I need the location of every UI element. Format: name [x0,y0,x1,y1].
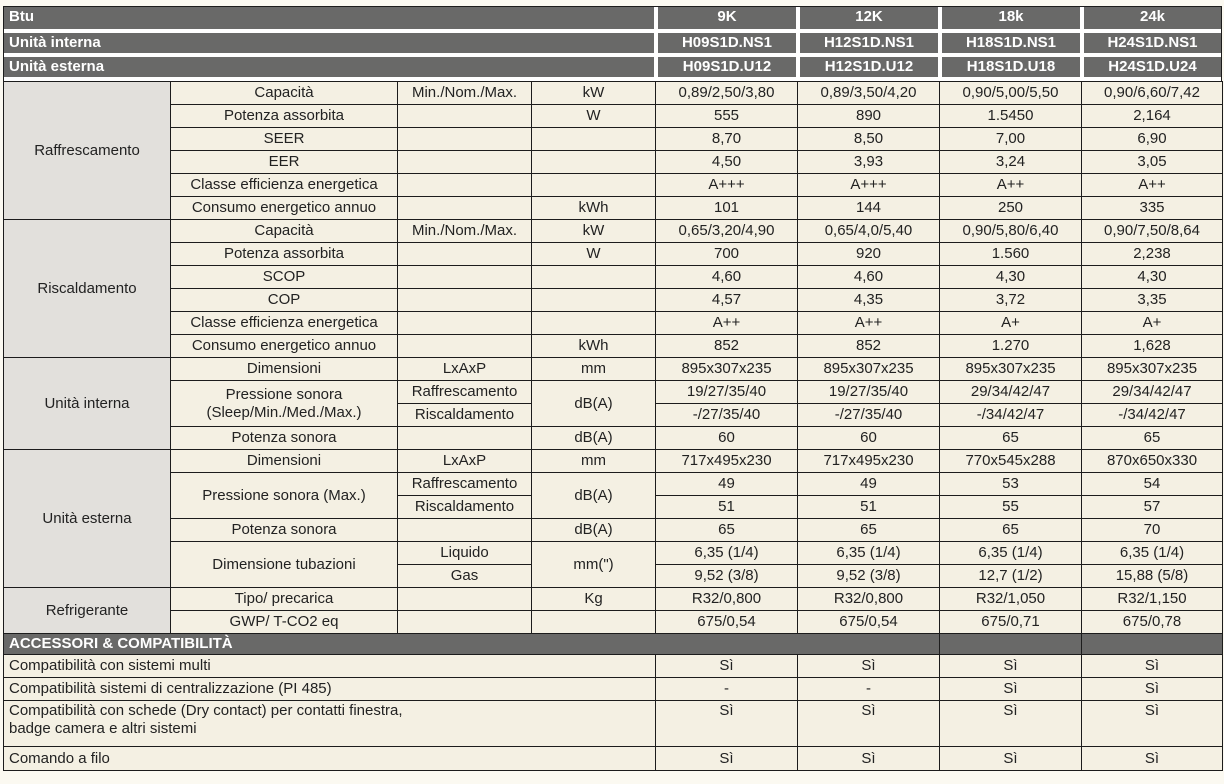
spec-cell: 675/0,71 [940,611,1082,634]
spec-cell: R32/1,050 [940,588,1082,611]
spec-cell: A++ [656,312,798,335]
spec-cell: 895x307x235 [1082,358,1223,381]
spec-cell: A+ [940,312,1082,335]
accessory-value: Sì [940,655,1082,678]
row-label: GWP/ T-CO2 eq [171,611,398,634]
spec-cell: 895x307x235 [798,358,940,381]
row-label: Classe efficienza energetica [171,312,398,335]
unit-cell: dB(A) [532,473,656,519]
row-label: Dimensioni [171,358,398,381]
accessory-label: Comando a filo [4,747,656,771]
spec-cell: 55 [940,496,1082,519]
spec-cell: 335 [1082,197,1223,220]
spec-cell: 895x307x235 [940,358,1082,381]
spec-cell: 3,72 [940,289,1082,312]
spec-cell: 101 [656,197,798,220]
spec-cell: 852 [656,335,798,358]
spec-cell: 555 [656,105,798,128]
accessory-value: Sì [656,747,798,771]
spec-cell: 65 [1082,427,1223,450]
empty-cell [532,266,656,289]
row-label: Potenza sonora [171,427,398,450]
row-label-line: Pressione sonora [225,385,343,403]
spec-cell: 0,90/5,00/5,50 [940,82,1082,105]
accessory-value: Sì [656,701,798,747]
accessory-value: Sì [1082,678,1223,701]
empty-cell [398,266,532,289]
spec-cell: 2,164 [1082,105,1223,128]
accessories-band-cell [1082,634,1223,655]
spec-cell: -/27/35/40 [656,404,798,427]
accessories-band-title: ACCESSORI & COMPATIBILITÀ [4,634,940,655]
spec-cell: 675/0,54 [798,611,940,634]
row-label: Potenza assorbita [171,105,398,128]
spec-cell: 1,628 [1082,335,1223,358]
spec-cell: 1.5450 [940,105,1082,128]
sub-cell: Riscaldamento [398,496,532,519]
row-label: Dimensioni [171,450,398,473]
spec-cell: 3,24 [940,151,1082,174]
section-label-outdoor-unit: Unità esterna [4,450,171,588]
outdoor-unit-header: Unità esterna [4,55,656,79]
model-header-grid [3,6,1222,81]
sub-cell: Min./Nom./Max. [398,220,532,243]
section-label-heating: Riscaldamento [4,220,171,358]
spec-cell: 870x650x330 [1082,450,1223,473]
spec-cell: 49 [656,473,798,496]
accessory-label: Compatibilità con sistemi multi [4,655,656,678]
unit-cell: mm [532,358,656,381]
spec-cell: 6,35 (1/4) [798,542,940,565]
spec-cell: 717x495x230 [798,450,940,473]
empty-cell [398,151,532,174]
spec-cell: 675/0,54 [656,611,798,634]
outdoor-model: H09S1D.U12 [656,55,798,79]
spec-cell: 852 [798,335,940,358]
spec-cell: 8,70 [656,128,798,151]
spec-cell: 57 [1082,496,1223,519]
empty-cell [398,588,532,611]
spec-cell: -/27/35/40 [798,404,940,427]
spec-cell: A+ [1082,312,1223,335]
empty-cell [398,289,532,312]
spec-cell: 60 [656,427,798,450]
btu-header: Btu [4,7,656,31]
unit-cell: kW [532,220,656,243]
accessory-label [4,701,656,747]
spec-cell: 144 [798,197,940,220]
sub-cell: Liquido [398,542,532,565]
empty-cell [532,289,656,312]
spec-cell: 54 [1082,473,1223,496]
spec-cell: 51 [656,496,798,519]
empty-cell [532,151,656,174]
spec-cell: A+++ [656,174,798,197]
accessories-band-cell [940,634,1082,655]
spec-cell: 890 [798,105,940,128]
row-label: EER [171,151,398,174]
spec-cell: R32/0,800 [656,588,798,611]
spec-cell: 6,90 [1082,128,1223,151]
outdoor-model: H24S1D.U24 [1082,55,1221,79]
section-label-cooling: Raffrescamento [4,82,171,220]
spec-cell: 0,90/7,50/8,64 [1082,220,1223,243]
spec-cell: R32/1,150 [1082,588,1223,611]
sub-cell: Gas [398,565,532,588]
empty-cell [398,174,532,197]
row-label: COP [171,289,398,312]
empty-cell [398,427,532,450]
spec-cell: 49 [798,473,940,496]
row-label: SEER [171,128,398,151]
empty-cell [398,335,532,358]
spec-cell: A++ [798,312,940,335]
spec-cell: 920 [798,243,940,266]
btu-24k: 24k [1082,7,1221,31]
unit-cell: kWh [532,197,656,220]
accessory-value: Sì [798,701,940,747]
sub-cell: LxAxP [398,358,532,381]
accessory-value: Sì [940,747,1082,771]
btu-18k: 18k [940,7,1082,31]
spec-cell: 12,7 (1/2) [940,565,1082,588]
spec-cell: 15,88 (5/8) [1082,565,1223,588]
unit-cell: mm(") [532,542,656,588]
spec-table [3,81,1223,771]
spec-cell: 4,35 [798,289,940,312]
row-label: SCOP [171,266,398,289]
spec-cell: 0,65/3,20/4,90 [656,220,798,243]
empty-cell [398,611,532,634]
empty-cell [532,312,656,335]
spec-cell: 0,89/2,50/3,80 [656,82,798,105]
outdoor-model: H12S1D.U12 [798,55,940,79]
accessory-value: - [798,678,940,701]
unit-cell: W [532,105,656,128]
row-label: Capacità [171,82,398,105]
spec-cell: 9,52 (3/8) [798,565,940,588]
row-label: Pressione sonora (Max.) [171,473,398,519]
spec-cell: 53 [940,473,1082,496]
spec-cell: 4,30 [940,266,1082,289]
empty-cell [398,519,532,542]
spec-cell: 60 [798,427,940,450]
spec-cell: 65 [940,427,1082,450]
row-label: Classe efficienza energetica [171,174,398,197]
page [0,6,1224,784]
empty-cell [532,611,656,634]
spec-cell: 3,35 [1082,289,1223,312]
spec-cell: A++ [1082,174,1223,197]
row-label: Capacità [171,220,398,243]
outdoor-model: H18S1D.U18 [940,55,1082,79]
spec-cell: 29/34/42/47 [1082,381,1223,404]
empty-cell [398,243,532,266]
sub-cell: Min./Nom./Max. [398,82,532,105]
unit-cell: mm [532,450,656,473]
spec-cell: 0,90/6,60/7,42 [1082,82,1223,105]
row-label: Consumo energetico annuo [171,197,398,220]
spec-cell: 8,50 [798,128,940,151]
indoor-model: H09S1D.NS1 [656,31,798,55]
accessory-label-line: badge camera e altri sistemi [9,720,197,737]
spec-cell: 51 [798,496,940,519]
accessory-value: Sì [798,655,940,678]
spec-cell: -/34/42/47 [940,404,1082,427]
spec-cell: 895x307x235 [656,358,798,381]
spec-cell: 6,35 (1/4) [656,542,798,565]
spec-cell: 9,52 (3/8) [656,565,798,588]
row-label-line: (Sleep/Min./Med./Max.) [206,403,362,421]
spec-cell: -/34/42/47 [1082,404,1223,427]
accessory-value: Sì [940,701,1082,747]
spec-cell: 3,05 [1082,151,1223,174]
spec-cell: 19/27/35/40 [656,381,798,404]
indoor-unit-header: Unità interna [4,31,656,55]
unit-cell: kW [532,82,656,105]
accessory-value: - [656,678,798,701]
spec-cell: 6,35 (1/4) [1082,542,1223,565]
empty-cell [398,312,532,335]
accessory-value: Sì [1082,747,1223,771]
spec-cell: 4,50 [656,151,798,174]
spec-cell: 29/34/42/47 [940,381,1082,404]
spec-cell: 700 [656,243,798,266]
spec-cell: 65 [940,519,1082,542]
spec-cell: 4,60 [656,266,798,289]
unit-cell: dB(A) [532,519,656,542]
spec-cell: 65 [798,519,940,542]
spec-cell: 3,93 [798,151,940,174]
unit-cell: kWh [532,335,656,358]
accessory-value: Sì [656,655,798,678]
section-label-refrigerant: Refrigerante [4,588,171,634]
spec-cell: 717x495x230 [656,450,798,473]
accessory-value: Sì [798,747,940,771]
row-label: Tipo/ precarica [171,588,398,611]
spec-cell: A+++ [798,174,940,197]
sub-cell: Riscaldamento [398,404,532,427]
row-label: Dimensione tubazioni [171,542,398,588]
spec-sheet [3,6,1222,771]
empty-cell [398,128,532,151]
sub-cell: Raffrescamento [398,381,532,404]
spec-cell: 1.270 [940,335,1082,358]
empty-cell [398,105,532,128]
spec-cell: 0,65/4,0/5,40 [798,220,940,243]
empty-cell [532,128,656,151]
accessory-label-line: Compatibilità con schede (Dry contact) per contatti finestra, [9,702,403,719]
empty-cell [398,197,532,220]
unit-cell: dB(A) [532,381,656,427]
unit-cell: dB(A) [532,427,656,450]
accessory-value: Sì [940,678,1082,701]
accessory-label: Compatibilità sistemi di centralizzazione (PI 485) [4,678,656,701]
indoor-model: H24S1D.NS1 [1082,31,1221,55]
indoor-model: H18S1D.NS1 [940,31,1082,55]
spec-cell: 0,89/3,50/4,20 [798,82,940,105]
spec-cell: A++ [940,174,1082,197]
btu-12k: 12K [798,7,940,31]
unit-cell: Kg [532,588,656,611]
spec-cell: 70 [1082,519,1223,542]
row-label [171,381,398,427]
accessory-value: Sì [1082,701,1223,747]
row-label: Potenza sonora [171,519,398,542]
row-label: Potenza assorbita [171,243,398,266]
spec-cell: 2,238 [1082,243,1223,266]
spec-cell: 19/27/35/40 [798,381,940,404]
row-label: Consumo energetico annuo [171,335,398,358]
btu-9k: 9K [656,7,798,31]
spec-cell: 0,90/5,80/6,40 [940,220,1082,243]
sub-cell: LxAxP [398,450,532,473]
spec-cell: R32/0,800 [798,588,940,611]
spec-cell: 6,35 (1/4) [940,542,1082,565]
unit-cell: W [532,243,656,266]
spec-cell: 675/0,78 [1082,611,1223,634]
empty-cell [532,174,656,197]
spec-cell: 4,57 [656,289,798,312]
spec-cell: 65 [656,519,798,542]
spec-cell: 1.560 [940,243,1082,266]
spec-cell: 250 [940,197,1082,220]
section-label-indoor-unit: Unità interna [4,358,171,450]
spec-cell: 4,60 [798,266,940,289]
sub-cell: Raffrescamento [398,473,532,496]
spec-cell: 7,00 [940,128,1082,151]
indoor-model: H12S1D.NS1 [798,31,940,55]
accessory-value: Sì [1082,655,1223,678]
spec-cell: 4,30 [1082,266,1223,289]
spec-cell: 770x545x288 [940,450,1082,473]
